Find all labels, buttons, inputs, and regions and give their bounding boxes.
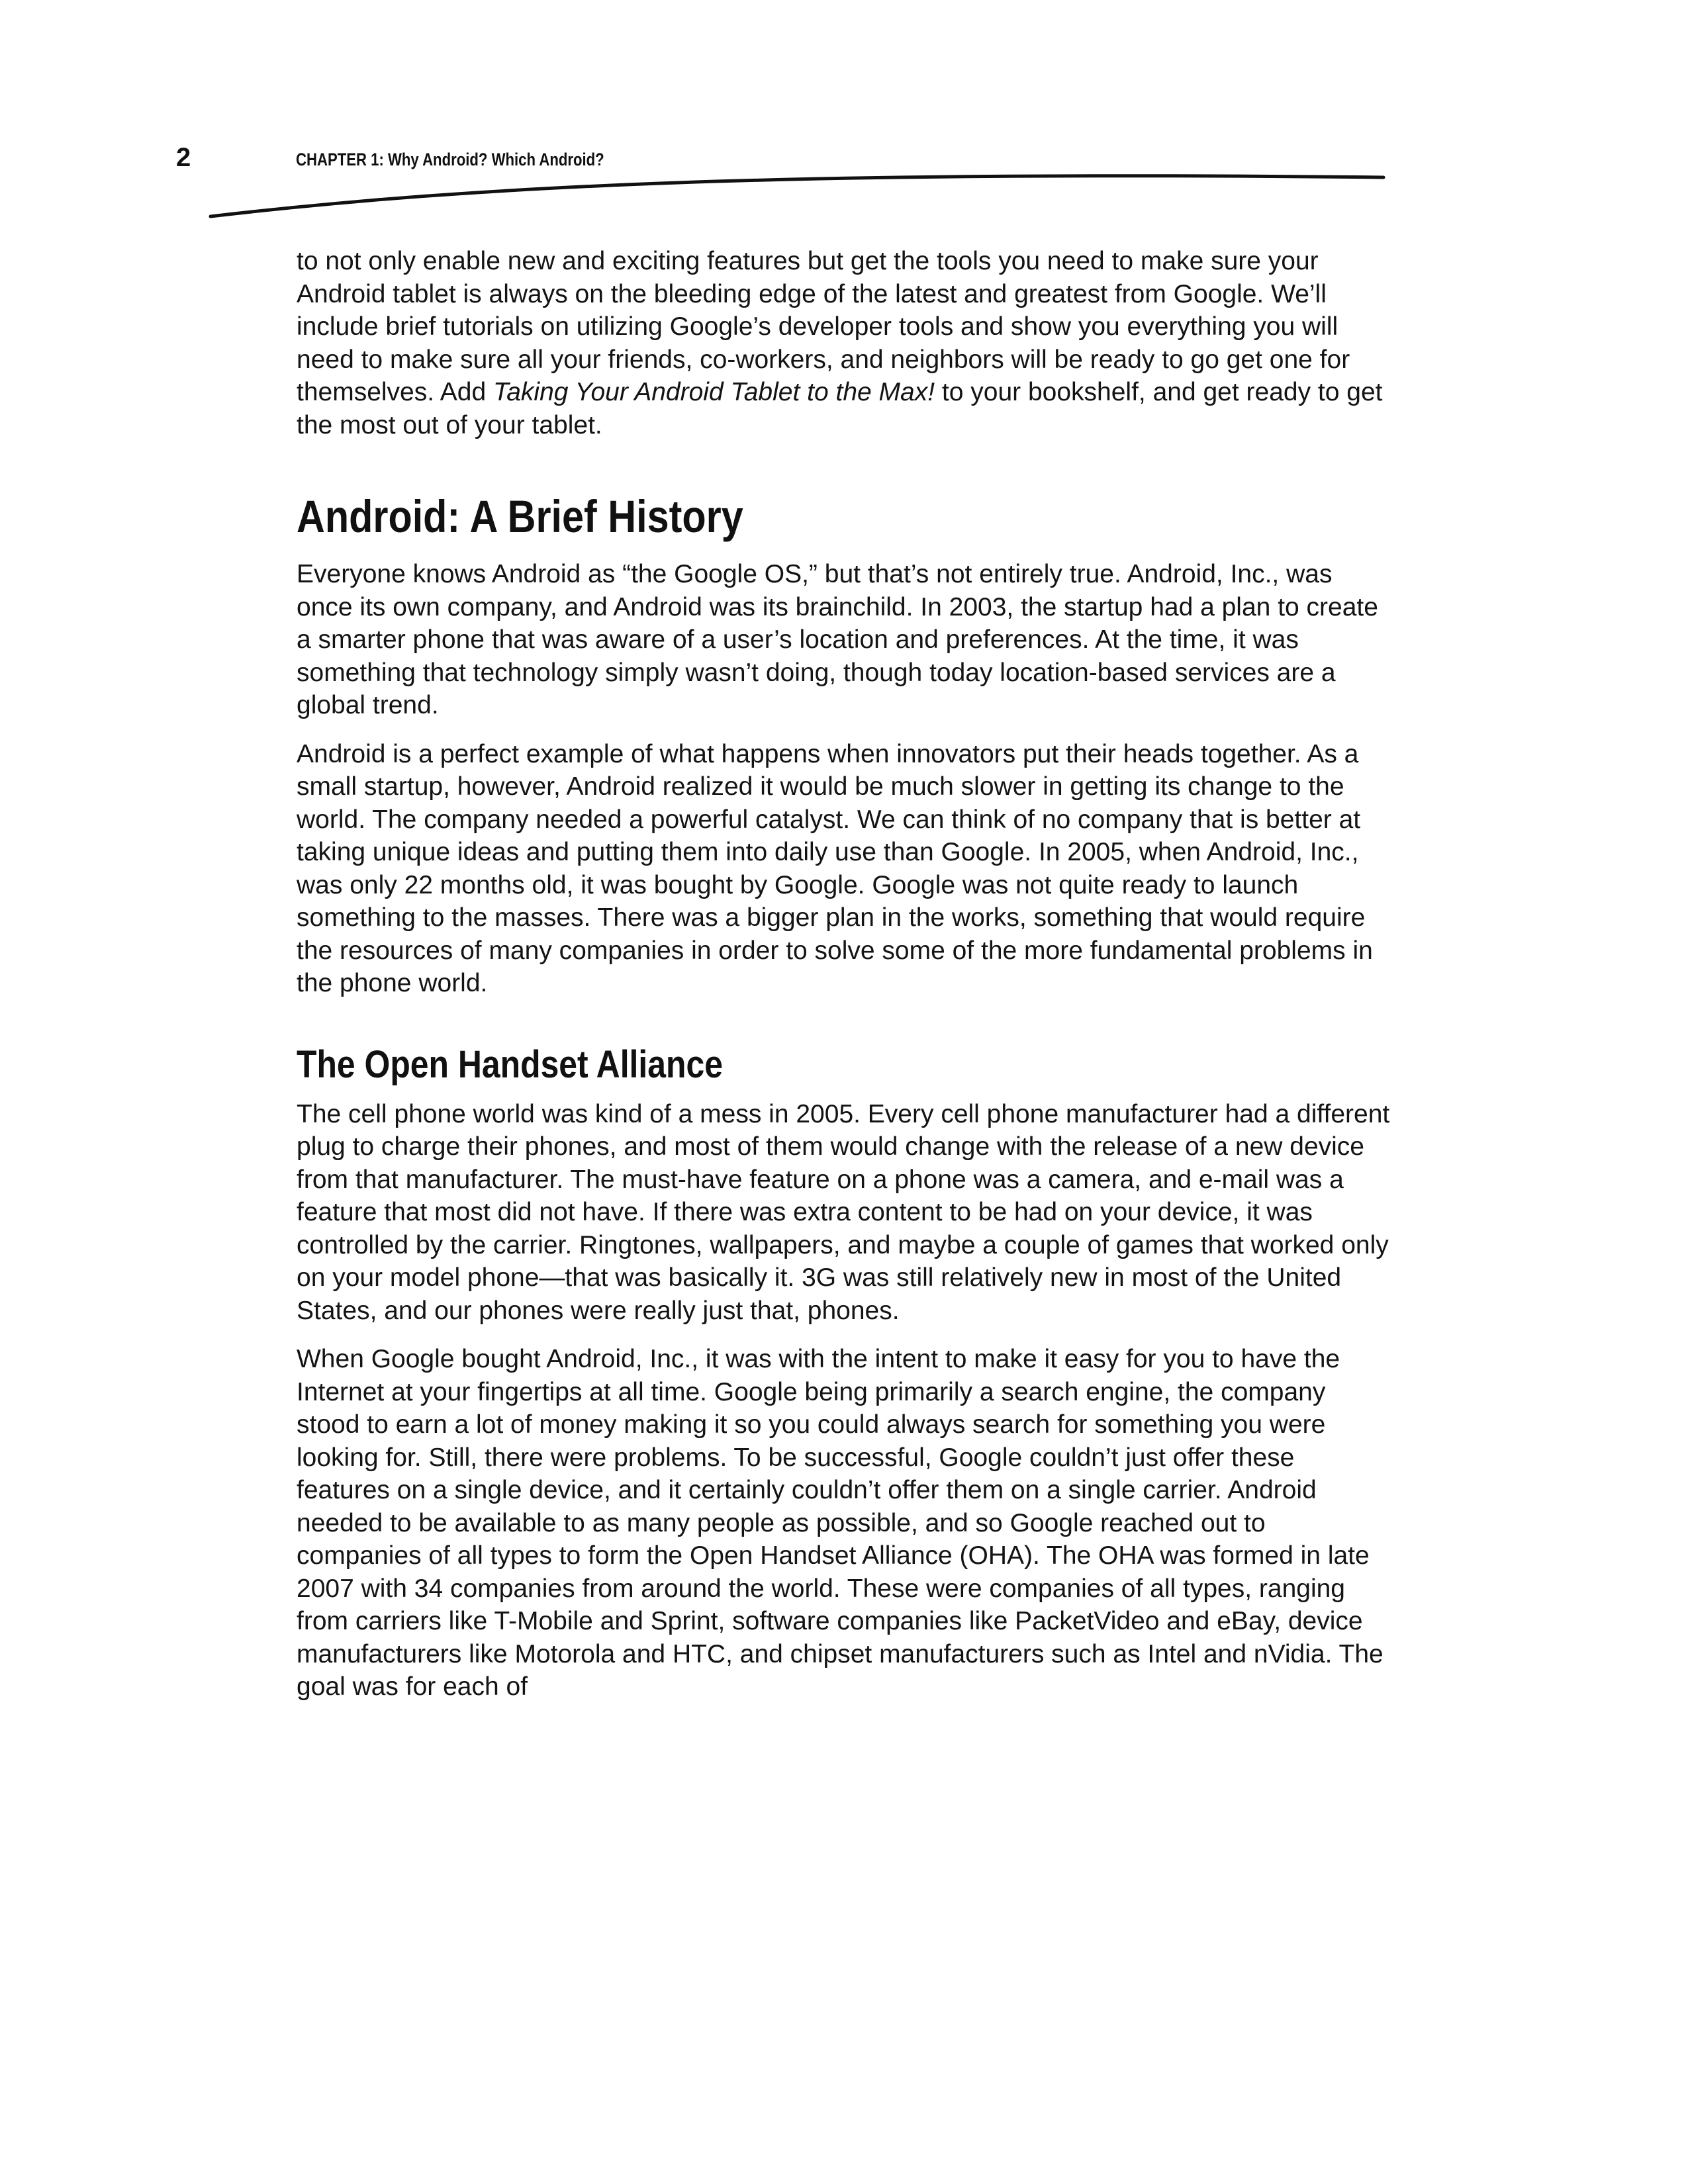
page-body <box>297 245 1391 1719</box>
body-paragraph: Everyone knows Android as “the Google OS,” but that’s not entirely true. Android, Inc., was once its own company, and Android was its brainchild. In 2003, the startup had a plan to create a smarter phone that was aware of a user’s location and preferences. At the time, it was something that technology simply wasn’t doing, though today location-based services are a global trend. <box>297 560 1378 719</box>
intro-text-end: to your bookshelf, and get ready to get the most out of your tablet. <box>297 378 1383 439</box>
section-heading-history: Android: A Brief History <box>297 491 743 542</box>
book-title: Taking Your Android Tablet to the Max! <box>493 378 935 406</box>
header-rule <box>199 159 1390 238</box>
body-paragraph: The cell phone world was kind of a mess in 2005. Every cell phone manufacturer had a different plug to charge their phones, and most of them would change with the release of a new device from that manufacturer. The must-have feature on a phone was a camera, and e-mail was a feature that most did not have. If there was extra content to be had on your device, it was controlled by the carrier. Ringtones, wallpapers, and maybe a couple of games that worked only on your model phone—that was basically it. 3G was still relatively new in most of the United States, and our phones were really just that, phones. <box>297 1099 1390 1325</box>
intro-text-start: to not only enable new and exciting features but get the tools you need to make sure your Android tablet is always on the bleeding edge of the latest and greatest from Google. We’ll include brief tutorials on utilizing Google’s developer tools and show you everything you will need to make sure all your friends, co-workers, and neighbors will be ready to go get one for themselves. Add <box>297 247 1350 406</box>
body-paragraph: Android is a perfect example of what happens when innovators put their heads together. As a small startup, however, Android realized it would be much slower in getting its change to the world. The company needed a powerful catalyst. We can think of no company that is better at taking unique ideas and putting them into daily use than Google. In 2005, when Android, Inc., was only 22 months old, it was bought by Google. Google was not quite ready to launch something to the masses. There was a bigger plan in the works, something that would require the resources of many companies in order to solve some of the more fundamental problems in the phone world. <box>297 739 1373 997</box>
intro-paragraph <box>297 245 1391 441</box>
section-heading-oha: The Open Handset Alliance <box>297 1042 723 1086</box>
page-number: 2 <box>176 143 191 172</box>
body-paragraph: When Google bought Android, Inc., it was with the intent to make it easy for you to have the Internet at your fingertips at all time. Google being primarily a search engine, the company stood to earn a lot of money making it so you could always search for something you were looking for. Still, there were problems. To be successful, Google couldn’t just offer these features on a single device, and it certainly couldn’t offer them on a single carrier. Android needed to be available to as many people as possible, and so Google reached out to companies of all types to form the Open Handset Alliance (OHA). The OHA was formed in late 2007 with 34 companies from around the world. These were companies of all types, ranging from carriers like T-Mobile and Sprint, software companies like PacketVideo and eBay, device manufacturers like Motorola and HTC, and chipset manufacturers such as Intel and nVidia. The goal was for each of <box>297 1345 1383 1701</box>
running-head: CHAPTER 1: Why Android? Which Android? <box>296 150 604 169</box>
